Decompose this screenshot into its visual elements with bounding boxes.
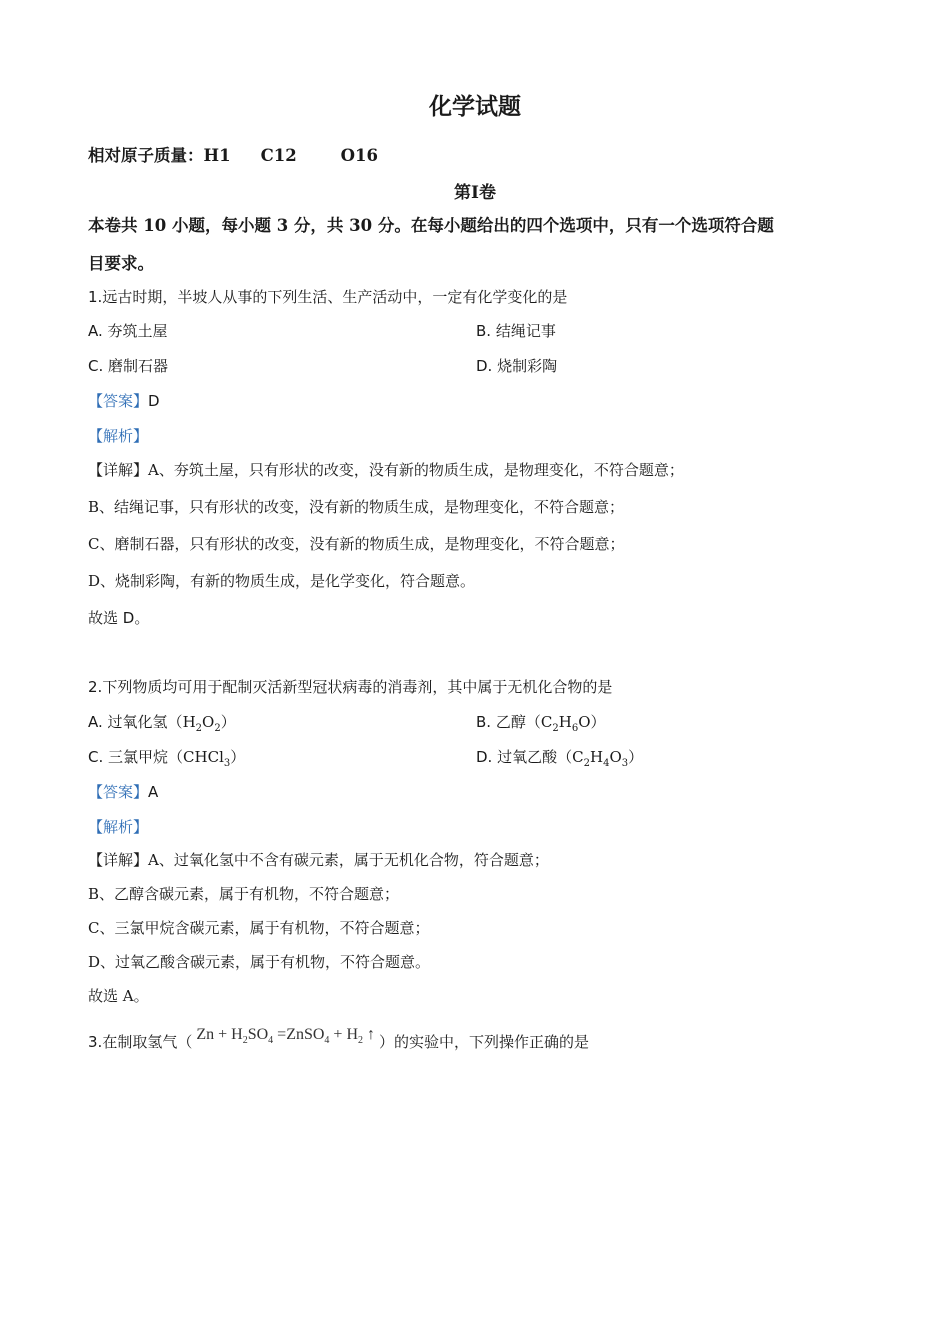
q1-option-d: D. 烧制彩陶: [476, 357, 558, 375]
q2-stem: 2.下列物质均可用于配制灭活新型冠状病毒的消毒剂，其中属于无机化合物的是: [88, 678, 613, 696]
q2-option-c: C. 三氯甲烷（CHCl$_3$）: [88, 748, 246, 769]
mass-c: C12: [260, 146, 297, 165]
q3-equation: $Zn + H_2SO_4$ =ZnSO$_4$ + $H_2$ ↑: [196, 1026, 376, 1047]
q2-option-a: A. 过氧化氢$(H_2O_2)$: [88, 713, 236, 734]
q2-detail-3: C、三氯甲烷含碳元素，属于有机物，不符合题意；: [88, 919, 430, 937]
q2-detail-2: B、乙醇含碳元素，属于有机物，不符合题意；: [88, 885, 400, 903]
mass-o: O16: [340, 146, 379, 165]
q1-detail-4: D、烧制彩陶，有新的物质生成，是化学变化，符合题意。: [88, 572, 476, 590]
atomic-masses-label: 相对原子质量：: [88, 146, 204, 165]
q2-conclusion: 故选 A。: [88, 987, 149, 1005]
q1-conclusion: 故选 D。: [88, 609, 150, 627]
q1-detail-2: B、结绳记事，只有形状的改变，没有新的物质生成，是物理变化，不符合题意；: [88, 498, 625, 516]
q2-detail-4: D、过氧乙酸含碳元素，属于有机物，不符合题意。: [88, 953, 431, 971]
q1-option-b: B. 结绳记事: [476, 322, 556, 340]
page-title: 化学试题: [429, 93, 521, 120]
atomic-masses-line: [88, 142, 378, 166]
q1-option-c: C. 磨制石器: [88, 357, 169, 375]
q1-option-a: A. 夯筑土屋: [88, 322, 168, 340]
q2-option-b: B. 乙醇$(C_2H_6O)$: [476, 713, 606, 734]
q2-option-d: D. 过氧乙酸$(C_2H_4O_3)$: [476, 748, 644, 769]
q2-analysis-tag: 【解析】: [88, 818, 149, 836]
instructions-line-1: 本卷共 10 小题，每小题 3 分，共 30 分。在每小题给出的四个选项中，只有一个选项符合题: [88, 216, 774, 235]
mass-h: H1: [203, 146, 231, 165]
q1-detail-3: C、磨制石器，只有形状的改变，没有新的物质生成，是物理变化，不符合题意；: [88, 535, 625, 553]
q1-detail-1: 【详解】A、夯筑土屋，只有形状的改变，没有新的物质生成，是物理变化，不符合题意；: [88, 461, 684, 479]
q1-analysis-tag: 【解析】: [88, 427, 149, 445]
q1-stem: 1.远古时期，半坡人从事的下列生活、生产活动中，一定有化学变化的是: [88, 288, 568, 306]
section-heading: 第Ⅰ卷: [454, 183, 496, 203]
q1-answer: 【答案】D: [88, 392, 160, 410]
up-arrow-icon: ↑: [367, 1026, 376, 1043]
q2-detail-1: 【详解】A、过氧化氢中不含有碳元素，属于无机化合物，符合题意；: [88, 851, 549, 869]
q3-stem: 3.在制取氢气（ $Zn + H_2SO_4$ =ZnSO$_4$ + $H_2$ ↑ ）的实验中，下列操作正确的是: [88, 1026, 590, 1051]
q2-answer: 【答案】A: [88, 783, 159, 801]
instructions-line-2: 目要求。: [88, 254, 154, 273]
